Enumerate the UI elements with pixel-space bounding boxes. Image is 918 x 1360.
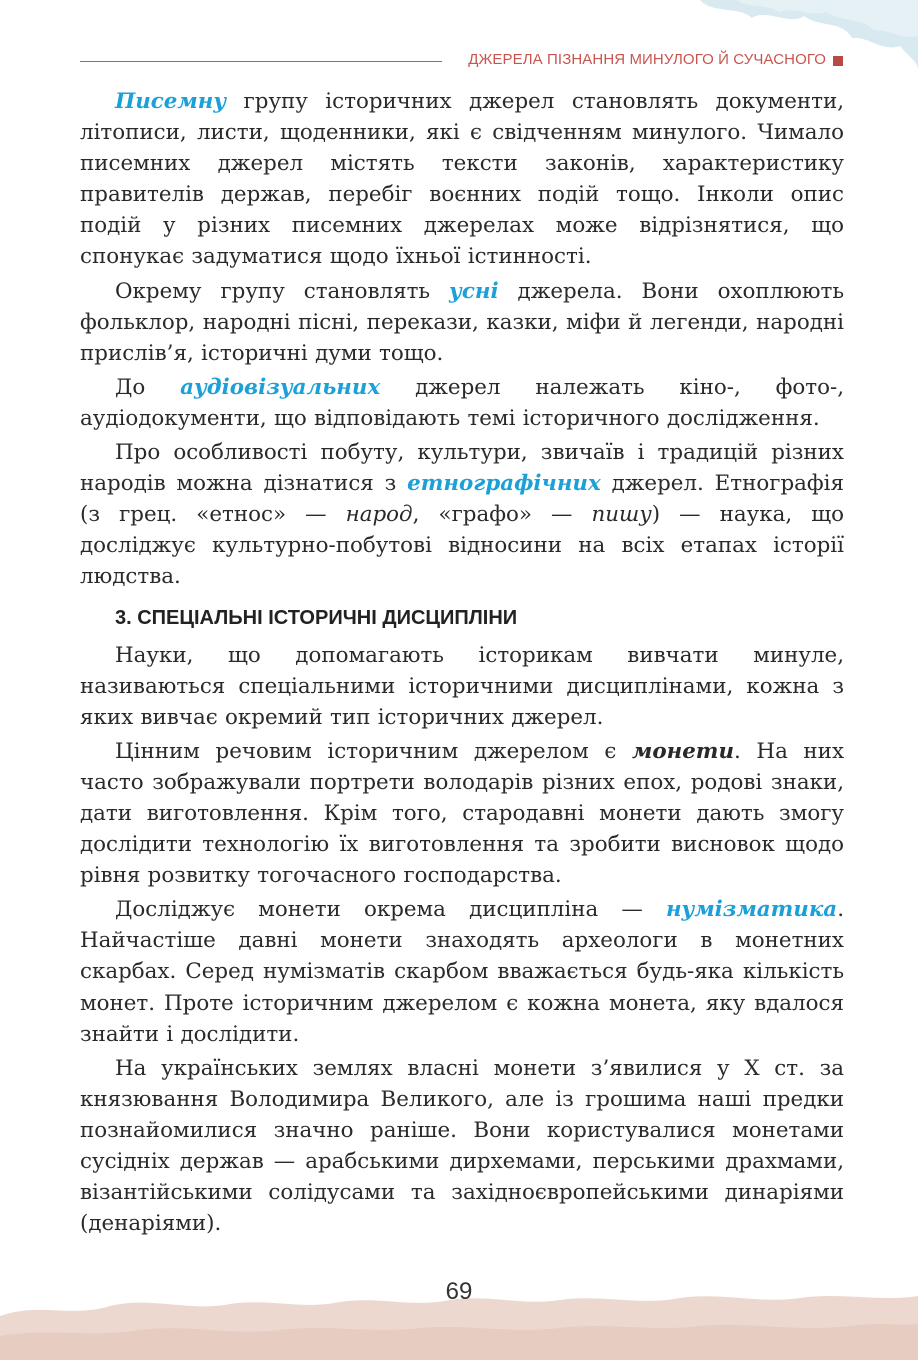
paragraph-oral-sources: Окрему групу становлять усні джерела. Вони охоплюють фольклор, народні пісні, перекази, казки, міфи й легенди, народні прислів’я, історичні думи тощо. [80,278,844,366]
term-oral: усні [449,278,499,304]
paragraph-ukrainian-coins: На українських землях власні монети з’явилися у X ст. за князювання Володимира Великого, але із грошима наші предки познайомилися значно раніше. Вони користувалися монетами сусідніх держав — арабськими дирхемами, перськими драхмами, візантійськими солідусами та західноєвропейськими динаріями (денаріями). [80,1055,844,1237]
term-numismatics: нумізматика [665,897,838,923]
cloud-decoration [0,0,918,90]
paragraph-numismatics: Досліджує монети окрема дисципліна — нумізматика. Найчастіше давні монети знаходять археологи в монетних скарбах. Серед нумізматів скарбом вважається будь-яка кількість монет. Проте історичним джерелом є кожна монета, яку вдалося знайти і дослідити. [80,897,844,1047]
page-body [80,86,844,1239]
running-header: ДЖЕРЕЛА ПІЗНАННЯ МИНУЛОГО Й СУЧАСНОГО [468,51,826,68]
term-audiovisual: аудіовізуальних [180,374,381,400]
header-marker-icon [833,56,843,66]
paragraph-written-sources: Писемну групу історичних джерел становлять документи, літописи, листи, щоденники, які є свідченням минулого. Чимало писемних джерел містять тексти законів, характеристику правителів держав, перебіг воєнних подій тощо. Інколи опис подій у різних писемних джерелах може відрізнятися, що спонукає задуматися щодо їхньої істинності. [80,89,844,270]
paragraph-disciplines: Науки, що допомагають історикам вивчати минуле, називаються спеціальними історичними дисциплінами, кожна з яких вивчає окремий тип історичних джерел. [80,642,844,730]
section-heading: 3. СПЕЦІАЛЬНІ ІСТОРИЧНІ ДИСЦИПЛІНИ [115,606,518,629]
term-ethnographic: етнографічних [407,471,601,497]
header-rule [80,61,442,62]
paragraph-coins: Цінним речовим історичним джерелом є монети. На них часто зображували портрети володарів різних епох, родові знаки, дати виготовлення. Крім того, стародавні монети дають змогу дослідити технологію їх виготовлення та зробити висновок щодо рівня розвитку тогочасного господарства. [80,738,845,889]
paragraph-audiovisual-sources: До аудіовізуальних джерел належать кіно-, фото-, аудіодокументи, що відповідають темі історичного дослідження. [80,374,845,431]
page-number: 69 [445,1278,473,1305]
term-coins: монети [632,738,734,764]
term-written: Писемну [115,89,227,114]
paragraph-ethnographic-sources: Про особливості побуту, культури, звичаїв і традицій різних народів можна дізнатися з етнографічних джерел. Етнографія (з грец. «етнос» — народ, «графо» — пишу) — наука, що досліджує культурно-побутові відносини на всіх етапах історії людства. [80,440,844,590]
